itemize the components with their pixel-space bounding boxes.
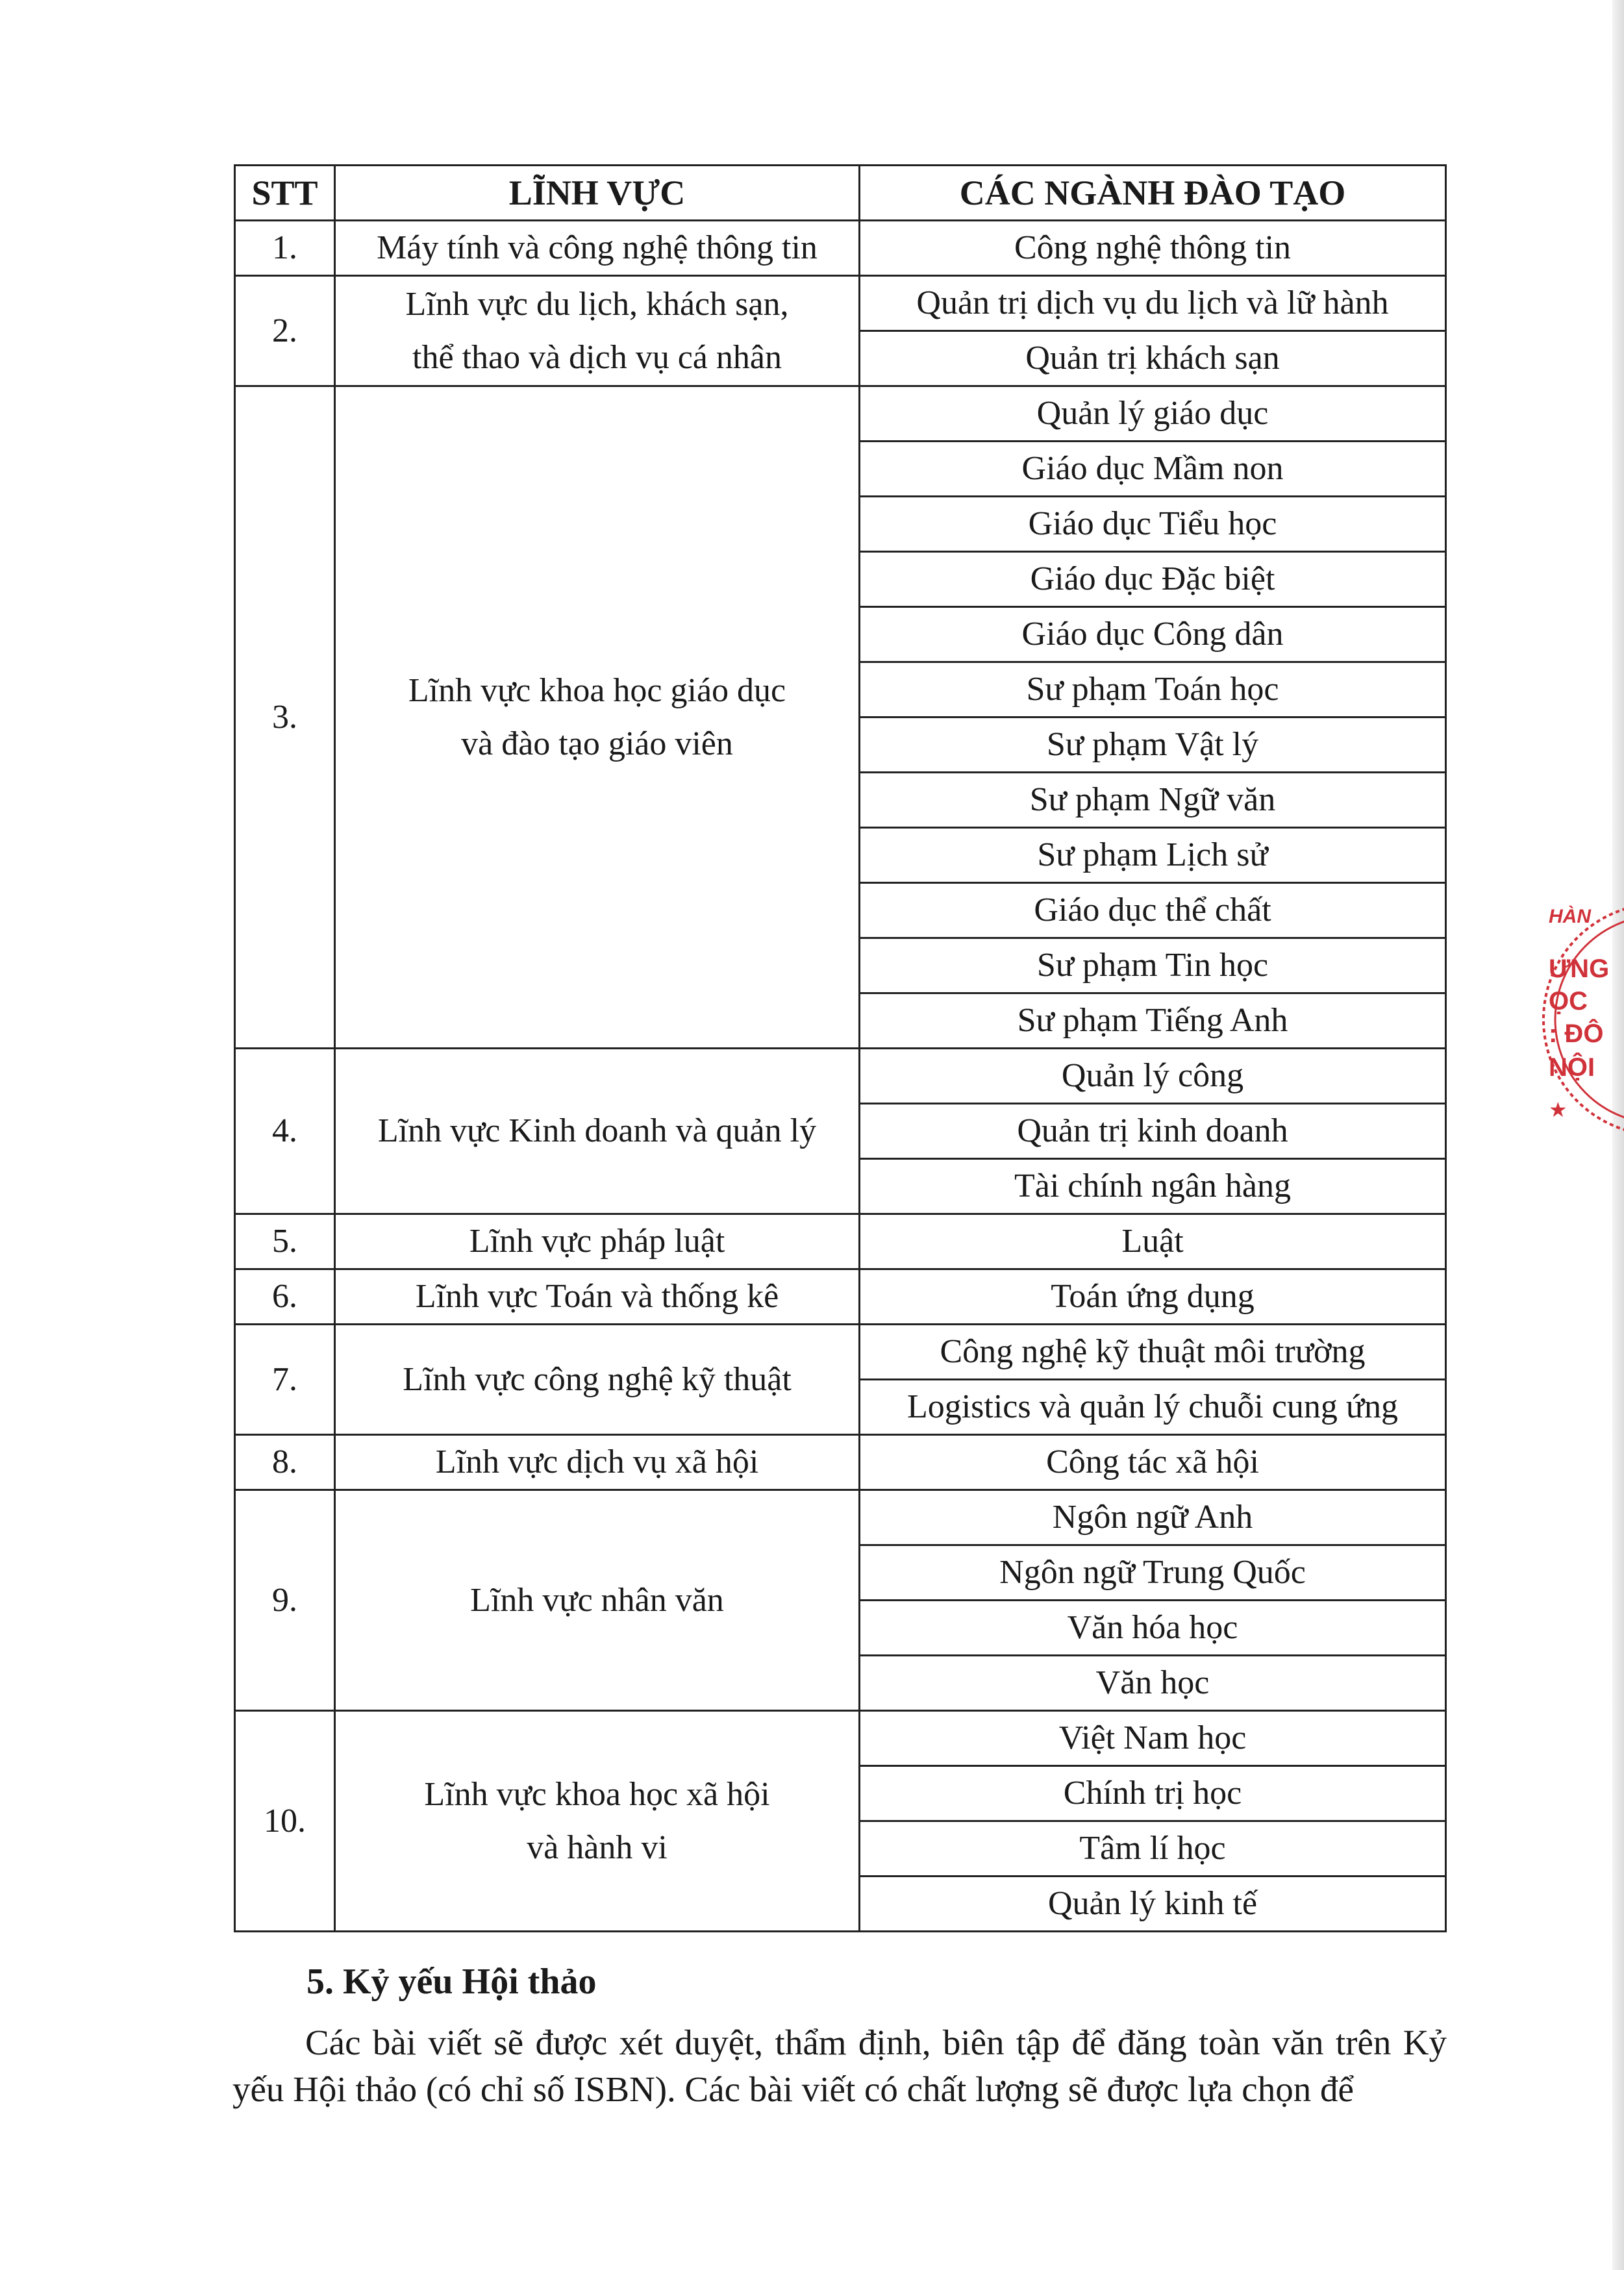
seal-text-line: NỘI (1549, 1053, 1595, 1082)
stt-cell: 2. (235, 276, 335, 386)
major-cell: Tâm lí học (860, 1821, 1446, 1877)
field-cell-line: Lĩnh vực du lịch, khách sạn, (405, 285, 789, 323)
field-cell-line: Lĩnh vực pháp luật (469, 1223, 725, 1260)
major-cell: Văn học (860, 1656, 1446, 1711)
major-cell: Luật (860, 1214, 1446, 1269)
field-cell-line: thể thao và dịch vụ cá nhân (412, 338, 782, 376)
major-cell: Ngôn ngữ Trung Quốc (860, 1545, 1446, 1601)
stt-cell: 9. (235, 1490, 335, 1711)
stt-cell: 5. (235, 1214, 335, 1269)
major-cell: Sư phạm Vật lý (860, 717, 1446, 773)
table-row (235, 1325, 1446, 1380)
field-cell-line: Lĩnh vực khoa học xã hội (424, 1775, 770, 1813)
table-body (235, 221, 1446, 1932)
field-cell-line: Máy tính và công nghệ thông tin (377, 229, 818, 266)
major-cell: Giáo dục Công dân (860, 607, 1446, 662)
table-row (235, 1269, 1446, 1325)
major-cell: Sư phạm Tiếng Anh (860, 993, 1446, 1049)
stt-cell: 1. (235, 221, 335, 276)
field-cell-line: Lĩnh vực Kinh doanh và quản lý (377, 1112, 817, 1149)
field-cell (335, 1435, 860, 1490)
major-cell: Quản lý giáo dục (860, 386, 1446, 442)
table-row (235, 1711, 1446, 1766)
field-cell (335, 1214, 860, 1269)
major-cell: Quản lý công (860, 1049, 1446, 1104)
seal-star-icon: ★ (1549, 1098, 1568, 1121)
field-cell (335, 386, 860, 1049)
major-cell: Giáo dục Đặc biệt (860, 552, 1446, 607)
major-cell: Tài chính ngân hàng (860, 1159, 1446, 1214)
table-row (235, 1214, 1446, 1269)
stt-cell: 6. (235, 1269, 335, 1325)
stt-cell: 10. (235, 1711, 335, 1932)
major-cell: Sư phạm Lịch sử (860, 828, 1446, 883)
header-field: LĨNH VỰC (335, 166, 860, 221)
major-cell: Việt Nam học (860, 1711, 1446, 1766)
field-cell-line: Lĩnh vực dịch vụ xã hội (435, 1443, 759, 1480)
major-cell: Quản trị kinh doanh (860, 1104, 1446, 1159)
field-cell (335, 1711, 860, 1932)
field-cell-line: Lĩnh vực công nghệ kỹ thuật (403, 1360, 792, 1398)
field-cell (335, 1049, 860, 1214)
table-row (235, 1435, 1446, 1490)
table-header-row (235, 166, 1446, 221)
fields-majors-table (234, 164, 1447, 1932)
field-cell-line: Lĩnh vực khoa học giáo dục (408, 671, 786, 709)
table-row (235, 276, 1446, 331)
major-cell: Sư phạm Toán học (860, 662, 1446, 717)
stt-cell: 3. (235, 386, 335, 1049)
major-cell: Toán ứng dụng (860, 1269, 1446, 1325)
field-cell (335, 276, 860, 386)
table-row (235, 386, 1446, 442)
field-cell-line: và hành vi (527, 1828, 668, 1866)
red-seal-stamp (1542, 883, 1624, 1156)
field-cell-line: Lĩnh vực nhân văn (470, 1581, 724, 1619)
major-cell: Quản lý kinh tế (860, 1877, 1446, 1932)
major-cell: Sư phạm Ngữ văn (860, 773, 1446, 828)
seal-text-line: ỌC (1549, 987, 1588, 1016)
table-row (235, 1490, 1446, 1545)
major-cell: Công nghệ kỹ thuật môi trường (860, 1325, 1446, 1380)
section-paragraph: Các bài viết sẽ được xét duyệt, thẩm định, biên tập để đăng toàn văn trên Kỷ yếu Hội thảo (có chỉ số ISBN). Các bài viết có chất lượng sẽ được lựa chọn để (232, 2023, 1447, 2109)
field-cell (335, 221, 860, 276)
stt-cell: 7. (235, 1325, 335, 1435)
field-cell (335, 1490, 860, 1711)
seal-text-line: ƯNG (1549, 954, 1610, 983)
major-cell: Giáo dục Mầm non (860, 442, 1446, 497)
major-cell: Sư phạm Tin học (860, 938, 1446, 993)
header-majors: CÁC NGÀNH ĐÀO TẠO (860, 166, 1446, 221)
stt-cell: 4. (235, 1049, 335, 1214)
major-cell: Văn hóa học (860, 1601, 1446, 1656)
table-row (235, 1049, 1446, 1104)
header-stt: STT (235, 166, 335, 221)
major-cell: Quản trị khách sạn (860, 331, 1446, 386)
major-cell: Ngôn ngữ Anh (860, 1490, 1446, 1545)
seal-text-line: HÀN (1549, 906, 1591, 927)
major-cell: Chính trị học (860, 1766, 1446, 1821)
major-cell: Quản trị dịch vụ du lịch và lữ hành (860, 276, 1446, 331)
section-title: 5. Kỷ yếu Hội thảo (306, 1962, 597, 2002)
stt-cell: 8. (235, 1435, 335, 1490)
major-cell: Công tác xã hội (860, 1435, 1446, 1490)
major-cell: Logistics và quản lý chuỗi cung ứng (860, 1380, 1446, 1435)
seal-text-line: : ĐÔ (1549, 1019, 1604, 1048)
major-cell: Giáo dục thể chất (860, 883, 1446, 938)
field-cell-line: và đào tạo giáo viên (461, 725, 733, 762)
field-cell (335, 1325, 860, 1435)
table-row (235, 221, 1446, 276)
major-cell: Giáo dục Tiểu học (860, 497, 1446, 552)
field-cell (335, 1269, 860, 1325)
major-cell: Công nghệ thông tin (860, 221, 1446, 276)
field-cell-line: Lĩnh vực Toán và thống kê (415, 1278, 779, 1315)
